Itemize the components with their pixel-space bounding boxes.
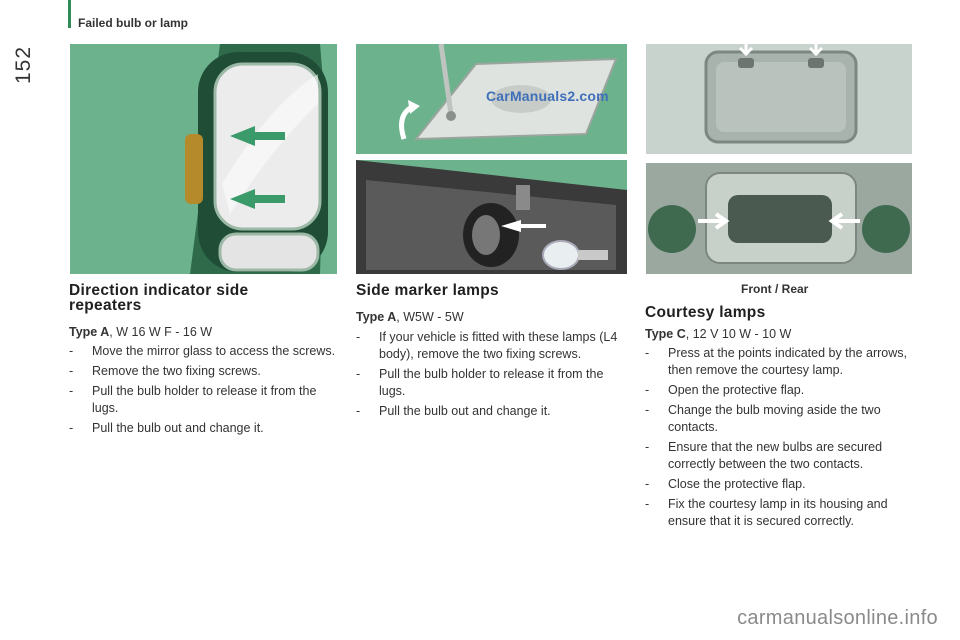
section-accent-bar xyxy=(68,0,71,28)
list-item: - Open the protective flap. xyxy=(645,383,805,397)
type-label: Type A xyxy=(69,325,110,339)
direction-indicator-steps xyxy=(69,343,341,440)
list-item: - Change the bulb moving aside the two contacts. xyxy=(645,403,881,434)
courtesy-lamp-bulb-illustration xyxy=(646,163,912,274)
courtesy-lamps-type xyxy=(645,327,791,341)
list-item: - If your vehicle is fitted with these lamps (L4 body), remove the two fixing screws. xyxy=(356,330,618,361)
courtesy-lamps-steps xyxy=(645,345,917,533)
type-spec: , 12 V 10 W - 10 W xyxy=(685,327,792,341)
list-item: - Pull the bulb holder to release it from the lugs. xyxy=(69,384,317,415)
list-item: - Pull the bulb out and change it. xyxy=(69,421,264,435)
list-item: - Close the protective flap. xyxy=(645,477,806,491)
courtesy-lamp-top-illustration xyxy=(646,44,912,154)
side-marker-type xyxy=(356,310,464,324)
side-marker-steps xyxy=(356,329,630,423)
list-item: - Fix the courtesy lamp in its housing and ensure that it is secured correctly. xyxy=(645,497,888,528)
footer-watermark: carmanualsonline.info xyxy=(737,607,938,629)
direction-indicator-heading: Direction indicator side repeaters xyxy=(69,282,249,314)
type-label: Type C xyxy=(645,327,686,341)
list-item: - Ensure that the new bulbs are secured correctly between the two contacts. xyxy=(645,440,883,471)
list-item: - Pull the bulb holder to release it from the lugs. xyxy=(356,367,604,398)
mirror-illustration xyxy=(70,44,337,274)
side-marker-heading: Side marker lamps xyxy=(356,282,499,299)
section-title: Failed bulb or lamp xyxy=(78,16,189,30)
list-item: - Remove the two fixing screws. xyxy=(69,364,261,378)
courtesy-lamps-heading: Courtesy lamps xyxy=(645,304,766,321)
watermark: CarManuals2.com xyxy=(486,88,609,104)
list-item: - Pull the bulb out and change it. xyxy=(356,404,551,418)
type-spec: , W5W - 5W xyxy=(396,310,464,324)
type-spec: , W 16 W F - 16 W xyxy=(109,325,213,339)
front-rear-caption: Front / Rear xyxy=(741,282,809,296)
list-item: - Press at the points indicated by the arrows, then remove the courtesy lamp. xyxy=(645,346,908,377)
direction-indicator-type xyxy=(69,325,212,339)
page-number: 152 xyxy=(12,45,35,85)
type-label: Type A xyxy=(356,310,397,324)
side-marker-bulb-illustration xyxy=(356,160,627,274)
list-item: - Move the mirror glass to access the screws. xyxy=(69,344,336,358)
